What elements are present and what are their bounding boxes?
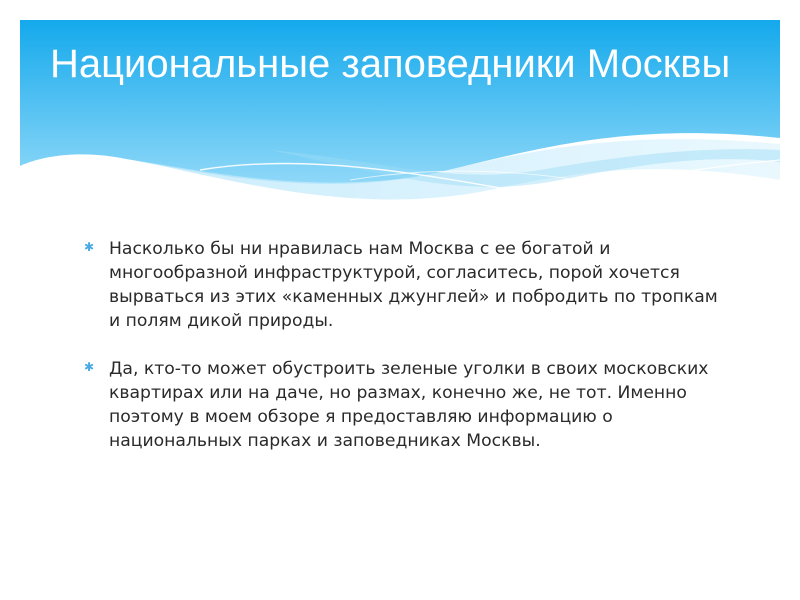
bullet-item (84, 357, 724, 453)
asterisk-bullet-icon: ✱ (84, 360, 95, 374)
slide-title: Национальные заповедники Москвы (50, 42, 731, 86)
bullet-item (84, 237, 724, 333)
asterisk-bullet-icon: ✱ (84, 240, 95, 254)
bullet-text: Да, кто-то может обустроить зеленые уголки в своих московских квартирах или на даче, но размах, конечно же, не тот. Именно поэтому в моем обзоре я предоставляю информацию о национальных парках и заповедниках Москвы. (109, 359, 709, 451)
bullet-text: Насколько бы ни нравилась нам Москва с ее богатой и многообразной инфраструктурой, согласитесь, порой хочется вырваться из этих «каменных джунглей» и побродить по тропкам и полям дикой природы. (109, 239, 718, 331)
bullet-list (84, 237, 724, 453)
